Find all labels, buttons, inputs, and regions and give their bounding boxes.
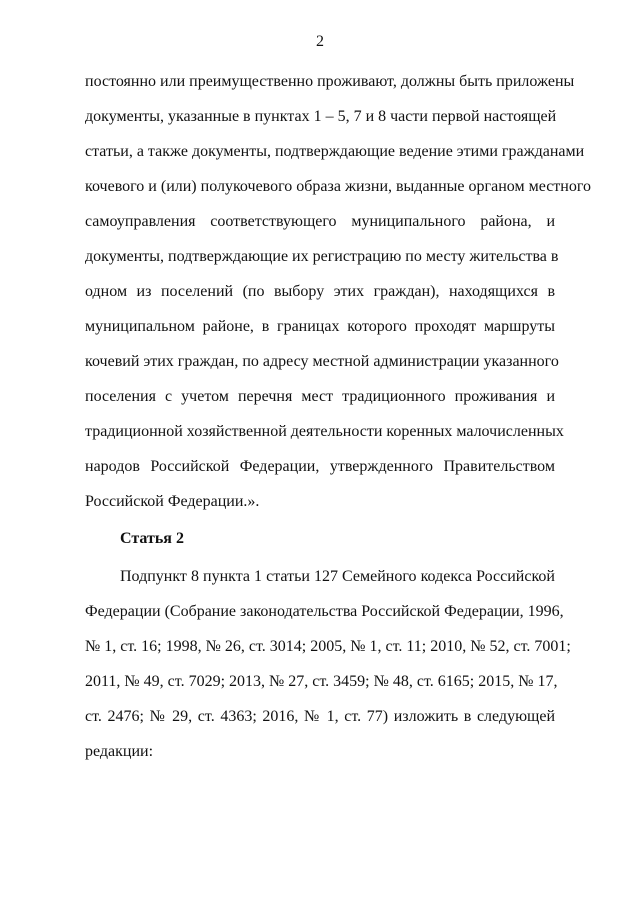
text-line: документы, указанные в пунктах 1 – 5, 7 и 8 части первой настоящей <box>85 108 557 125</box>
text-line: постоянно или преимущественно проживают, должны быть приложены <box>85 73 575 90</box>
text-line: Российской Федерации.». <box>85 493 260 510</box>
text-line: поселения с учетом перечня мест традиционного проживания и <box>85 388 555 405</box>
text-line: документы, подтверждающие их регистрацию по месту жительства в <box>85 248 559 265</box>
text-line: народов Российской Федерации, утвержденного Правительством <box>85 458 555 475</box>
text-line: Федерации (Собрание законодательства Российской Федерации, 1996, <box>85 603 564 620</box>
text-line: муниципальном районе, в границах которого проходят маршруты <box>85 318 555 335</box>
text-line: самоуправления соответствующего муниципального района, и <box>85 213 555 230</box>
article-heading: Статья 2 <box>120 530 184 547</box>
text-line: 2011, № 49, ст. 7029; 2013, № 27, ст. 3459; № 48, ст. 6165; 2015, № 17, <box>85 673 558 690</box>
page-number: 2 <box>316 33 324 50</box>
text-line: ст. 2476; № 29, ст. 4363; 2016, № 1, ст. 77) изложить в следующей <box>85 708 555 725</box>
text-line: статьи, а также документы, подтверждающие ведение этими гражданами <box>85 143 585 160</box>
text-line: редакции: <box>85 743 154 760</box>
text-line: № 1, ст. 16; 1998, № 26, ст. 3014; 2005, № 1, ст. 11; 2010, № 52, ст. 7001; <box>85 638 571 655</box>
text-line: традиционной хозяйственной деятельности коренных малочисленных <box>85 423 564 440</box>
text-line: кочевого и (или) полукочевого образа жизни, выданные органом местного <box>85 178 592 195</box>
text-line: Подпункт 8 пункта 1 статьи 127 Семейного кодекса Российской <box>120 568 555 585</box>
text-line: одном из поселений (по выбору этих граждан), находящихся в <box>85 283 555 300</box>
text-line: кочевий этих граждан, по адресу местной администрации указанного <box>85 353 559 370</box>
